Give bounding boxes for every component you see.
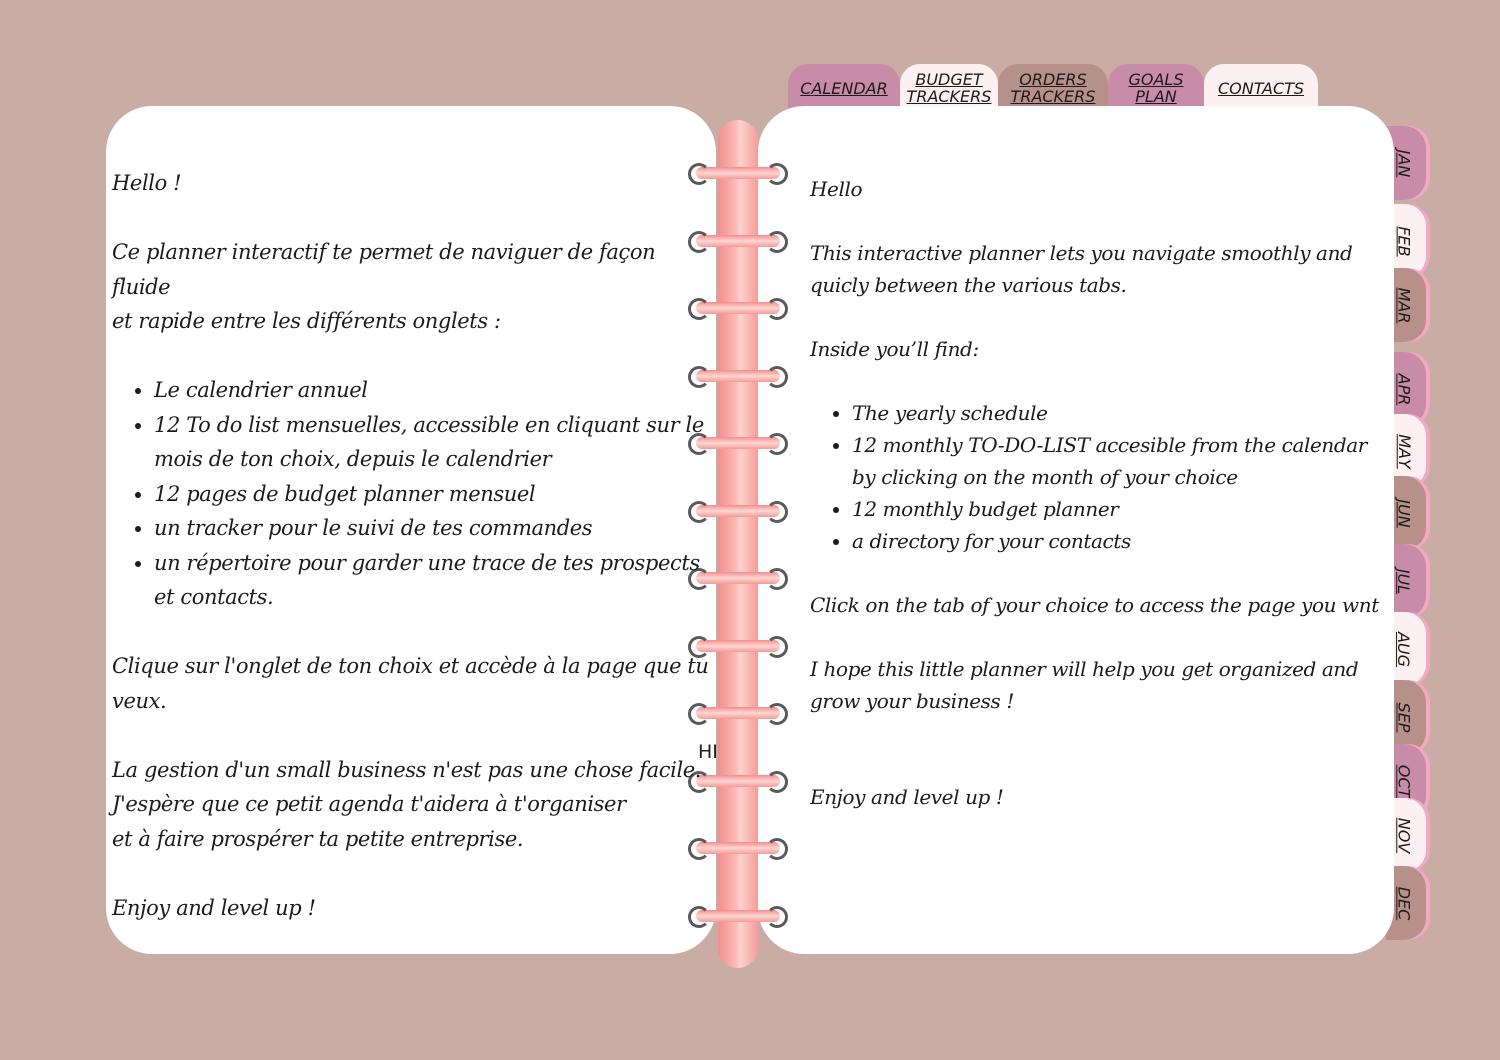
tab-budget-trackers[interactable] — [900, 64, 998, 112]
month-tab-label: JAN — [1394, 149, 1414, 177]
right-feature-list — [810, 397, 1380, 557]
right-closing: Enjoy and level up ! — [810, 785, 1004, 809]
tab-contacts[interactable] — [1204, 64, 1318, 112]
left-greeting: Hello ! — [112, 171, 182, 195]
right-inside-heading: Inside you’ll find: — [810, 337, 979, 361]
left-intro-line2: et rapide entre les différents onglets : — [112, 309, 501, 333]
list-item: • The yearly schedule — [852, 397, 1380, 429]
list-item: • 12 To do list mensuelles, accessible en cliquant sur le mois de ton choix, depuis le calendrier — [154, 408, 712, 477]
tab-goals-plan-line2: PLAN — [1135, 87, 1177, 106]
right-intro: This interactive planner lets you navigate smoothly and quicly between the various tabs. — [810, 241, 1353, 297]
left-click-instruction: Clique sur l'onglet de ton choix et accède à la page que tu veux. — [112, 654, 709, 713]
month-tab-label: AUG — [1394, 631, 1414, 667]
month-tab-label: MAR — [1394, 287, 1414, 323]
left-closing: Enjoy and level up ! — [112, 895, 316, 920]
month-tab-label: JUN — [1394, 498, 1414, 528]
right-click-instruction: Click on the tab of your choice to access the page you wnt — [810, 593, 1379, 617]
month-tab-label: OCT — [1394, 764, 1414, 798]
tab-budget-trackers-line1: BUDGET — [915, 70, 983, 89]
list-item: • 12 monthly TO-DO-LIST accesible from the calendar by clicking on the month of your choice — [852, 429, 1380, 493]
tab-calendar-label: CALENDAR — [800, 78, 888, 98]
month-tab-label: APR — [1394, 373, 1414, 405]
month-tab-label: JUL — [1394, 568, 1414, 594]
tab-orders-trackers-line2: TRACKERS — [1010, 87, 1096, 106]
left-intro-line1: Ce planner interactif te permet de naviguer de façon fluide — [112, 240, 656, 299]
tab-budget-trackers-line2: TRACKERS — [906, 87, 992, 106]
left-feature-list — [112, 373, 712, 615]
tab-calendar[interactable] — [788, 64, 900, 112]
month-tab-label: NOV — [1394, 817, 1414, 853]
list-item: • 12 pages de budget planner mensuel — [154, 477, 712, 512]
month-tab-label: MAY — [1394, 433, 1414, 469]
month-tab-label: DEC — [1394, 886, 1414, 920]
list-item: • a directory for your contacts — [852, 525, 1380, 557]
left-para-line2: J'espère que ce petit agenda t'aidera à t'organiser — [112, 792, 626, 816]
list-item: • Le calendrier annuel — [154, 373, 712, 408]
tab-orders-trackers[interactable] — [998, 64, 1108, 112]
right-page-text — [810, 173, 1380, 813]
list-item: • un tracker pour le suivi de tes commandes — [154, 511, 712, 546]
tab-goals-plan[interactable] — [1108, 64, 1204, 112]
left-para-line3: et à faire prospérer ta petite entreprise. — [112, 826, 524, 851]
list-item: • un répertoire pour garder une trace de tes prospects et contacts. — [154, 546, 712, 615]
tab-orders-trackers-line1: ORDERS — [1019, 70, 1087, 89]
right-hope: I hope this little planner will help you get organized and grow your business ! — [810, 657, 1359, 713]
list-item: • 12 monthly budget planner — [852, 493, 1380, 525]
left-page-text — [112, 166, 712, 925]
left-para-line1: La gestion d'un small business n'est pas une chose facile. — [112, 757, 702, 782]
tab-contacts-label: CONTACTS — [1217, 78, 1305, 98]
month-tab-label: FEB — [1394, 225, 1414, 257]
spine-label: HI — [698, 741, 718, 763]
right-greeting: Hello — [810, 177, 863, 201]
month-tab-label: SEP — [1394, 702, 1414, 732]
tab-goals-plan-line1: GOALS — [1128, 70, 1184, 89]
